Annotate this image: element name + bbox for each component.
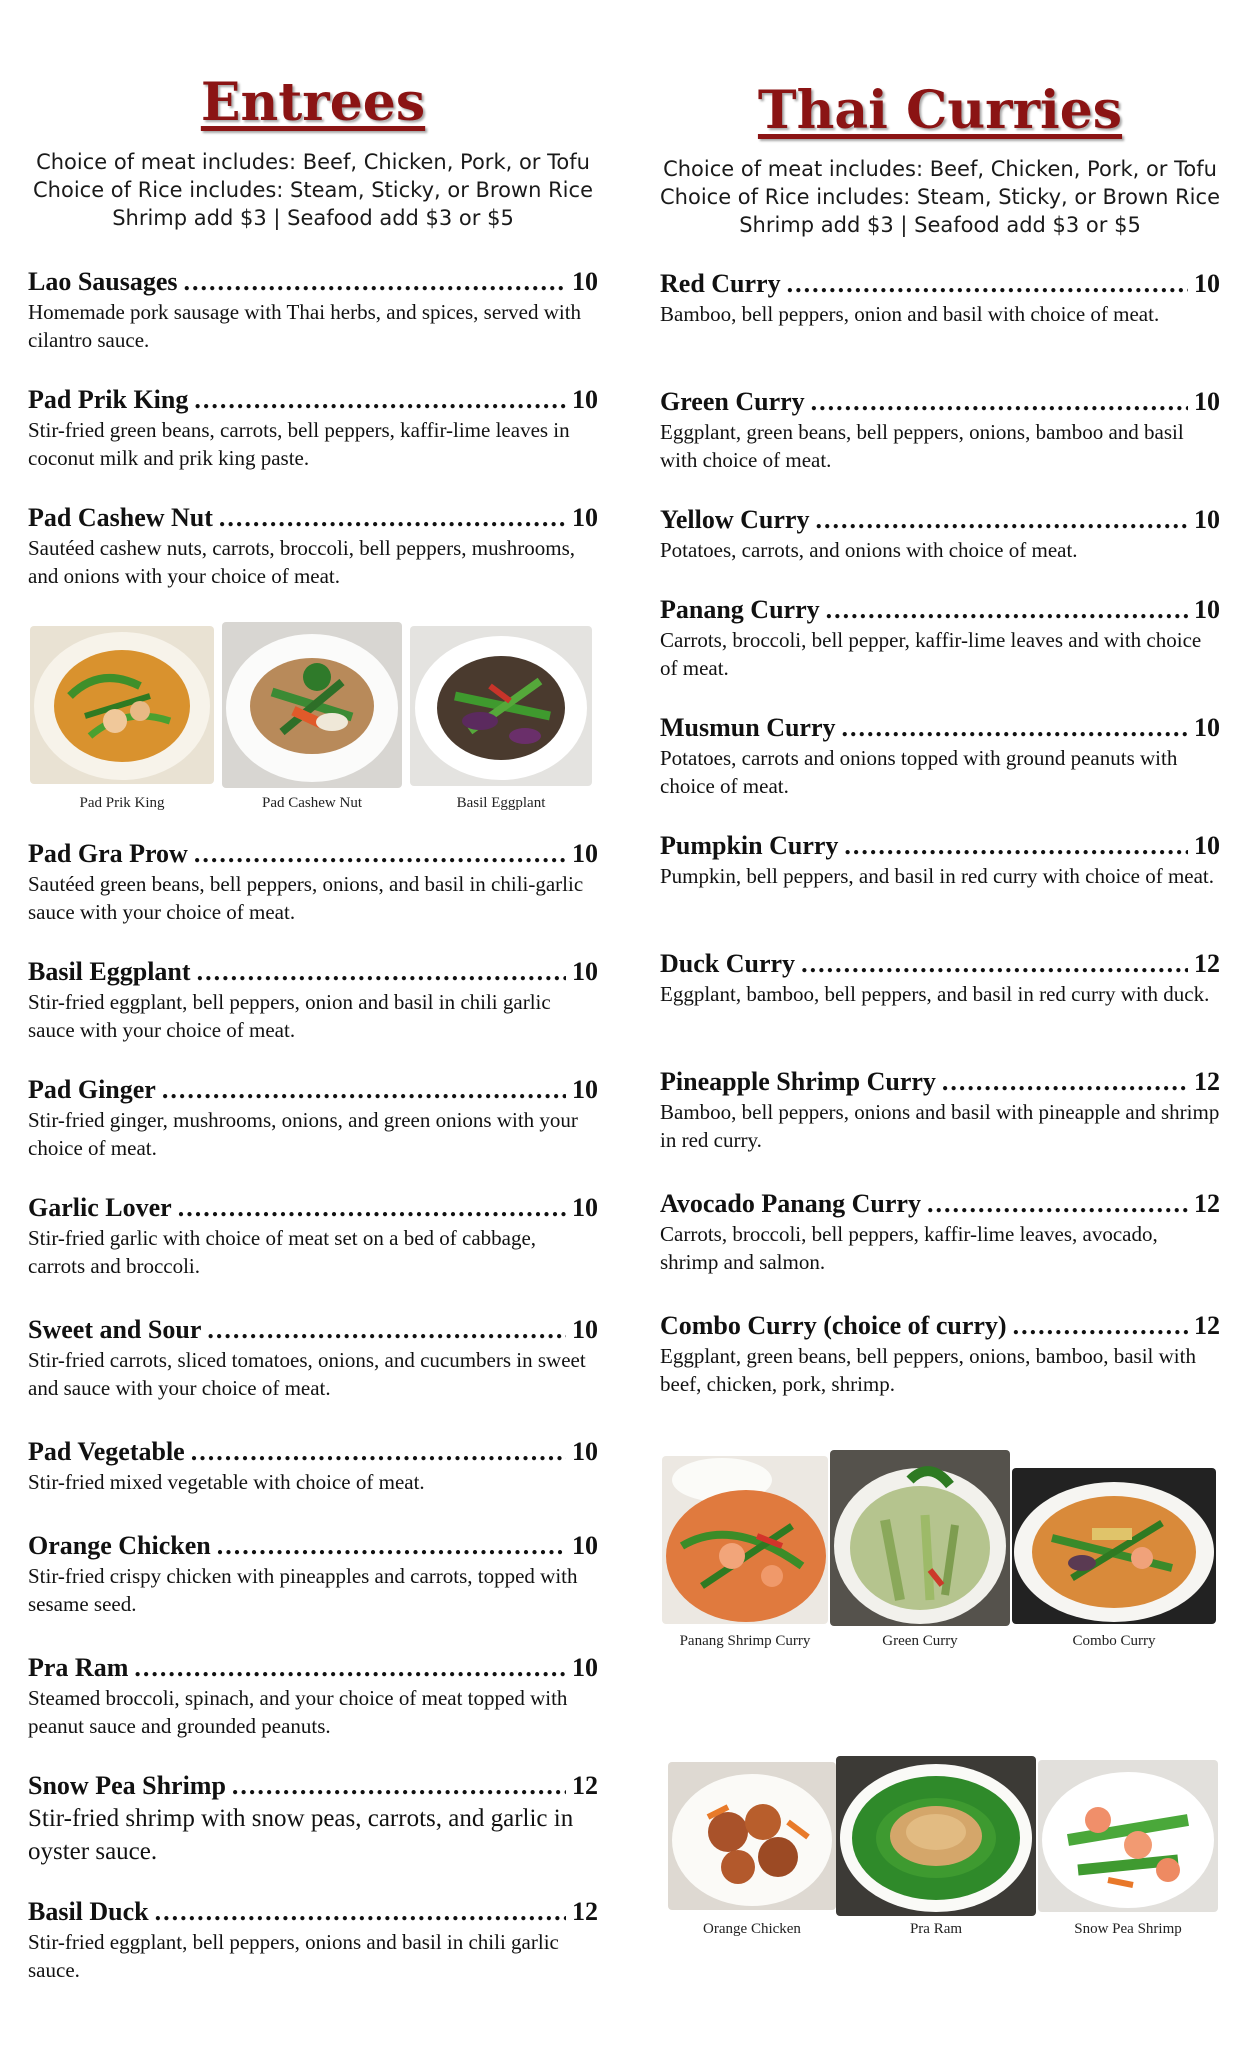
item-price: 10 bbox=[1194, 269, 1220, 298]
leader-dots bbox=[232, 1770, 566, 1802]
item-description: Carrots, broccoli, bell peppers, kaffir-lime leaves, avocado, shrimp and salmon. bbox=[660, 1222, 1158, 1274]
menu-item-snow-pea-shrimp bbox=[28, 1770, 598, 1868]
photo-caption: Panang Shrimp Curry bbox=[679, 1633, 811, 1649]
menu-item-pad-gra-prow bbox=[28, 838, 598, 926]
item-description: Stir-fried ginger, mushrooms, onions, and green onions with your choice of meat. bbox=[28, 1108, 578, 1160]
item-price: 12 bbox=[1194, 1189, 1220, 1218]
item-name: Garlic Lover bbox=[28, 1193, 172, 1222]
menu-item-sweet-and-sour bbox=[28, 1314, 598, 1402]
menu-item-pineapple-shrimp-curry bbox=[660, 1066, 1220, 1154]
menu-item-yellow-curry bbox=[660, 504, 1220, 564]
leader-dots bbox=[844, 830, 1188, 862]
item-price: 10 bbox=[1194, 713, 1220, 742]
item-price: 10 bbox=[572, 1193, 598, 1222]
leader-dots bbox=[815, 504, 1188, 536]
curries-note: Choice of meat includes: Beef, Chicken, Pork, or Tofu bbox=[663, 157, 1217, 181]
item-name: Orange Chicken bbox=[28, 1531, 211, 1560]
item-name: Combo Curry (choice of curry) bbox=[660, 1311, 1007, 1340]
item-name: Duck Curry bbox=[660, 949, 796, 978]
item-name: Green Curry bbox=[660, 387, 805, 416]
item-name: Sweet and Sour bbox=[28, 1315, 202, 1344]
curries-notes bbox=[660, 155, 1220, 239]
item-name: Musmun Curry bbox=[660, 713, 836, 742]
entrees-title: Entrees bbox=[200, 72, 426, 133]
item-name: Basil Eggplant bbox=[28, 957, 191, 986]
photo-caption: Pad Cashew Nut bbox=[262, 795, 362, 811]
basil-eggplant-photo bbox=[410, 626, 592, 786]
curries-title: Thai Curries bbox=[757, 80, 1123, 141]
item-price: 10 bbox=[572, 1653, 598, 1682]
item-name: Red Curry bbox=[660, 269, 781, 298]
item-name: Pad Gra Prow bbox=[28, 839, 188, 868]
leader-dots bbox=[217, 1530, 566, 1562]
pad-cashew-nut-photo bbox=[222, 622, 402, 788]
menu-item-pad-cashew-nut bbox=[28, 502, 598, 590]
item-price: 10 bbox=[572, 957, 598, 986]
item-price: 10 bbox=[1194, 505, 1220, 534]
item-name: Pad Vegetable bbox=[28, 1437, 185, 1466]
menu-item-panang-curry bbox=[660, 594, 1220, 682]
item-price: 10 bbox=[1194, 831, 1220, 860]
item-price: 10 bbox=[572, 1437, 598, 1466]
photo-caption: Combo Curry bbox=[1072, 1633, 1156, 1649]
leader-dots bbox=[811, 386, 1188, 418]
item-price: 12 bbox=[1194, 949, 1220, 978]
entree-photo-row bbox=[28, 622, 598, 812]
entrees-note: Choice of Rice includes: Steam, Sticky, or Brown Rice bbox=[33, 178, 593, 202]
item-price: 10 bbox=[572, 1075, 598, 1104]
item-name: Pumpkin Curry bbox=[660, 831, 839, 860]
item-description: Bamboo, bell peppers, onion and basil with choice of meat. bbox=[660, 302, 1160, 326]
menu-item-musmun-curry bbox=[660, 712, 1220, 800]
leader-dots bbox=[826, 594, 1188, 626]
item-description: Potatoes, carrots and onions topped with ground peanuts with choice of meat. bbox=[660, 746, 1178, 798]
item-name: Lao Sausages bbox=[28, 267, 178, 296]
leader-dots bbox=[184, 266, 566, 298]
menu-item-pra-ram bbox=[28, 1652, 598, 1740]
entrees-note: Shrimp add $3 | Seafood add $3 or $5 bbox=[112, 206, 514, 230]
item-price: 12 bbox=[572, 1897, 598, 1926]
menu-item-red-curry bbox=[660, 268, 1220, 328]
item-price: 12 bbox=[1194, 1311, 1220, 1340]
snow-pea-shrimp-photo bbox=[1038, 1760, 1218, 1912]
item-name: Pineapple Shrimp Curry bbox=[660, 1067, 936, 1096]
orange-chicken-photo bbox=[668, 1762, 836, 1910]
leader-dots bbox=[942, 1066, 1188, 1098]
item-description: Carrots, broccoli, bell pepper, kaffir-lime leaves and with choice of meat. bbox=[660, 628, 1202, 680]
item-description: Sautéed green beans, bell peppers, onions, and basil in chili-garlic sauce with your choice of meat. bbox=[28, 872, 584, 924]
item-name: Yellow Curry bbox=[660, 505, 810, 534]
leader-dots bbox=[197, 956, 566, 988]
menu-item-orange-chicken bbox=[28, 1530, 598, 1618]
menu-item-basil-eggplant bbox=[28, 956, 598, 1044]
photo-caption: Basil Eggplant bbox=[456, 795, 546, 811]
item-name: Pra Ram bbox=[28, 1653, 129, 1682]
curries-note: Shrimp add $3 | Seafood add $3 or $5 bbox=[739, 213, 1141, 237]
item-price: 12 bbox=[572, 1771, 598, 1800]
green-curry-photo bbox=[830, 1450, 1010, 1626]
item-price: 10 bbox=[572, 1315, 598, 1344]
entrees-note: Choice of meat includes: Beef, Chicken, Pork, or Tofu bbox=[36, 150, 590, 174]
menu-item-pad-prik-king bbox=[28, 384, 598, 472]
item-description: Stir-fried mixed vegetable with choice of meat. bbox=[28, 1470, 425, 1494]
leader-dots bbox=[134, 1652, 566, 1684]
leader-dots bbox=[207, 1314, 566, 1346]
item-description: Stir-fried crispy chicken with pineapples and carrots, topped with sesame seed. bbox=[28, 1564, 578, 1616]
item-description: Eggplant, bamboo, bell peppers, and basil in red curry with duck. bbox=[660, 982, 1210, 1006]
leader-dots bbox=[787, 268, 1188, 300]
leader-dots bbox=[801, 948, 1188, 980]
item-name: Basil Duck bbox=[28, 1897, 149, 1926]
photo-caption: Snow Pea Shrimp bbox=[1074, 1921, 1182, 1937]
item-name: Pad Prik King bbox=[28, 385, 189, 414]
item-price: 10 bbox=[572, 267, 598, 296]
leader-dots bbox=[194, 384, 566, 416]
curries-note: Choice of Rice includes: Steam, Sticky, or Brown Rice bbox=[660, 185, 1220, 209]
leader-dots bbox=[842, 712, 1188, 744]
item-description: Homemade pork sausage with Thai herbs, and spices, served with cilantro sauce. bbox=[28, 300, 582, 352]
item-description: Stir-fried shrimp with snow peas, carrots, and garlic in oyster sauce. bbox=[28, 1805, 574, 1865]
leader-dots bbox=[178, 1192, 566, 1224]
item-description: Pumpkin, bell peppers, and basil in red curry with choice of meat. bbox=[660, 864, 1215, 888]
item-name: Pad Cashew Nut bbox=[28, 503, 213, 532]
menu-item-basil-duck bbox=[28, 1896, 598, 1984]
entrees-notes bbox=[28, 148, 598, 232]
entree-photo-row-2 bbox=[660, 1756, 1220, 1936]
menu-item-duck-curry bbox=[660, 948, 1220, 1008]
photo-caption: Orange Chicken bbox=[703, 1921, 801, 1937]
item-description: Steamed broccoli, spinach, and your choice of meat topped with peanut sauce and grounded peanuts. bbox=[28, 1686, 568, 1738]
item-description: Sautéed cashew nuts, carrots, broccoli, bell peppers, mushrooms, and onions with your choice of meat. bbox=[28, 536, 576, 588]
leader-dots bbox=[155, 1896, 566, 1928]
photo-caption: Green Curry bbox=[882, 1633, 958, 1649]
item-description: Stir-fried green beans, carrots, bell peppers, kaffir-lime leaves in coconut milk and prik king paste. bbox=[28, 418, 570, 470]
curry-photo-row bbox=[660, 1450, 1220, 1650]
menu-item-pad-vegetable bbox=[28, 1436, 598, 1496]
menu-item-lao-sausages bbox=[28, 266, 598, 354]
item-description: Stir-fried eggplant, bell peppers, onion and basil in chili garlic sauce with your choice of meat. bbox=[28, 990, 551, 1042]
leader-dots bbox=[219, 502, 566, 534]
item-price: 10 bbox=[572, 503, 598, 532]
item-description: Bamboo, bell peppers, onions and basil with pineapple and shrimp in red curry. bbox=[660, 1100, 1220, 1152]
item-description: Stir-fried garlic with choice of meat set on a bed of cabbage, carrots and broccoli. bbox=[28, 1226, 537, 1278]
item-description: Stir-fried carrots, sliced tomatoes, onions, and cucumbers in sweet and sauce with your choice of meat. bbox=[28, 1348, 586, 1400]
menu-item-combo-curry bbox=[660, 1310, 1220, 1398]
pra-ram-photo bbox=[836, 1756, 1036, 1916]
leader-dots bbox=[162, 1074, 566, 1106]
leader-dots bbox=[194, 838, 566, 870]
item-description: Eggplant, green beans, bell peppers, onions, bamboo, basil with beef, chicken, pork, shrimp. bbox=[660, 1344, 1196, 1396]
item-name: Panang Curry bbox=[660, 595, 820, 624]
item-price: 10 bbox=[572, 385, 598, 414]
item-price: 12 bbox=[1194, 1067, 1220, 1096]
leader-dots bbox=[1013, 1310, 1188, 1342]
item-price: 10 bbox=[1194, 387, 1220, 416]
item-price: 10 bbox=[572, 839, 598, 868]
item-description: Stir-fried eggplant, bell peppers, onions and basil in chili garlic sauce. bbox=[28, 1930, 559, 1982]
menu-item-pad-ginger bbox=[28, 1074, 598, 1162]
item-price: 10 bbox=[1194, 595, 1220, 624]
pad-prik-king-photo bbox=[30, 626, 214, 784]
item-name: Snow Pea Shrimp bbox=[28, 1771, 226, 1800]
menu-item-pumpkin-curry bbox=[660, 830, 1220, 890]
combo-curry-photo bbox=[1012, 1468, 1216, 1624]
leader-dots bbox=[927, 1188, 1188, 1220]
item-price: 10 bbox=[572, 1531, 598, 1560]
photo-caption: Pad Prik King bbox=[79, 795, 165, 811]
item-description: Potatoes, carrots, and onions with choice of meat. bbox=[660, 538, 1078, 562]
leader-dots bbox=[191, 1436, 566, 1468]
item-name: Avocado Panang Curry bbox=[660, 1189, 921, 1218]
panang-shrimp-curry-photo bbox=[662, 1456, 828, 1624]
menu-item-green-curry bbox=[660, 386, 1220, 474]
photo-caption: Pra Ram bbox=[909, 1921, 963, 1937]
menu-item-garlic-lover bbox=[28, 1192, 598, 1280]
item-name: Pad Ginger bbox=[28, 1075, 156, 1104]
menu-item-avocado-panang-curry bbox=[660, 1188, 1220, 1276]
item-description: Eggplant, green beans, bell peppers, onions, bamboo and basil with choice of meat. bbox=[660, 420, 1184, 472]
